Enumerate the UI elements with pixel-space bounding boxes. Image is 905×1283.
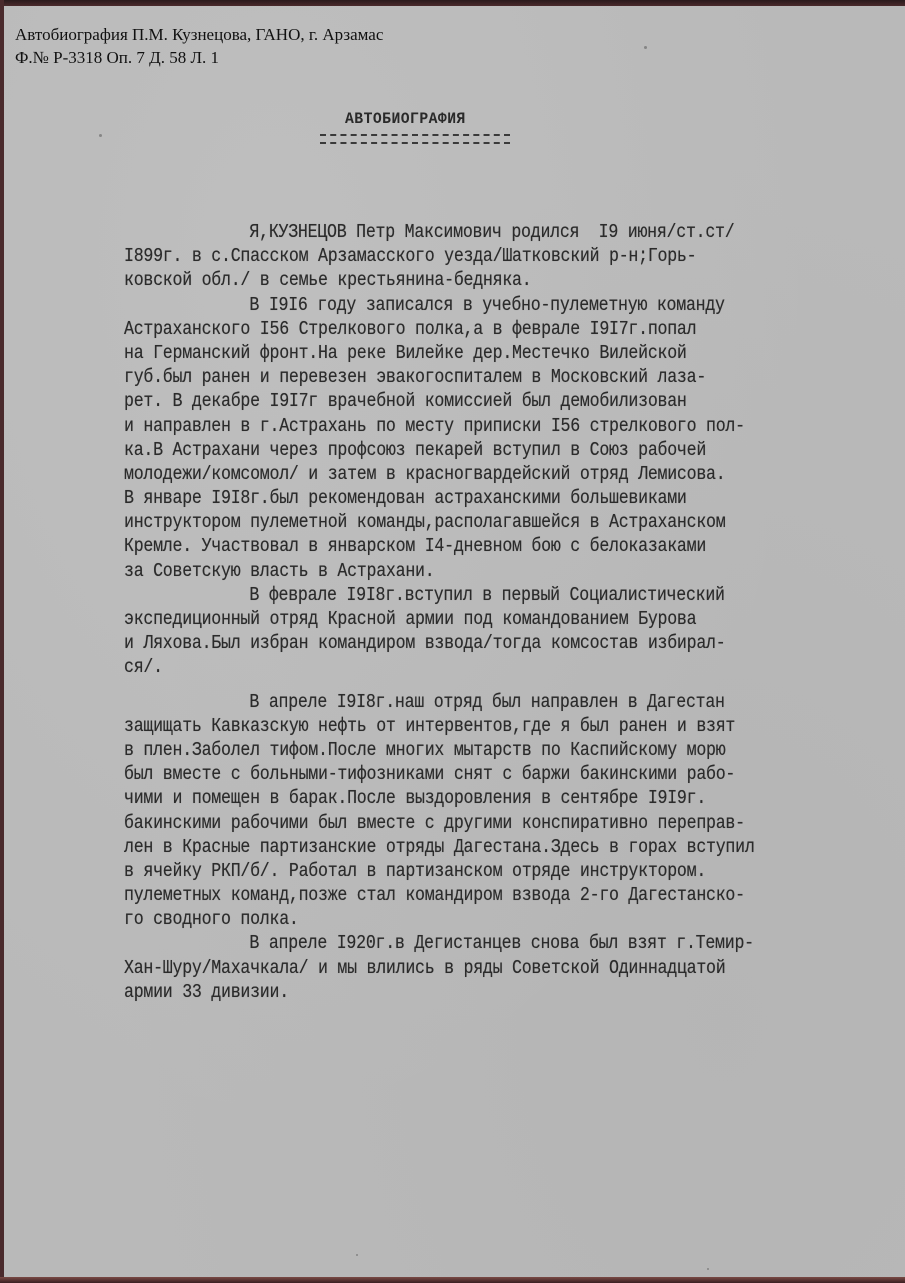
text-line: защищать Кавказскую нефть от интервентов,где я был ранен и взят: [124, 714, 736, 737]
paper-speck: [644, 46, 647, 49]
text-line: молодежи/комсомол/ и затем в красногвардейский отряд Лемисова.: [124, 462, 726, 485]
text-line: и Ляхова.Был избран командиром взвода/тогда комсостав избирал-: [124, 632, 726, 655]
text-line: В апреле I9I8г.наш отряд был направлен в Дагестан: [249, 690, 725, 713]
text-line: В феврале I9I8г.вступил в первый Социалистический: [249, 583, 725, 606]
text-line: Я,КУЗНЕЦОВ Петр Максимович родился I9 июня/ст.ст/: [249, 221, 735, 243]
text-line: ковской обл./ в семье крестьянина-бедняка.: [124, 269, 532, 292]
text-line: на Германский фронт.На реке Вилейке дер.Местечко Вилейской: [124, 341, 687, 364]
text-line: пулеметных команд,позже стал командиром взвода 2-го Дагестанско-: [124, 884, 745, 907]
text-line: экспедиционный отряд Красной армии под командованием Бурова: [124, 608, 697, 630]
text-line: го сводного полка.: [124, 908, 299, 931]
text-line: ся/.: [124, 656, 163, 679]
text-line: губ.был ранен и перевезен эвакогоспиталем в Московский лаза-: [124, 366, 707, 389]
text-line: рет. В декабре I9I7г врачебной комиссией был демобилизован: [124, 390, 687, 413]
text-line: инструктором пулеметной команды,располагавшейся в Астраханском: [124, 511, 726, 534]
archive-reference-title: Автобиография П.М. Кузнецова, ГАНО, г. Арзамас: [15, 25, 384, 44]
text-line: бакинскими рабочими был вместе с другими конспиративно переправ-: [124, 811, 745, 834]
document-page: [4, 6, 905, 1277]
text-line: Астраханского I56 Стрелкового полка,а в феврале I9I7г.попал: [124, 317, 697, 340]
text-line: Хан-Шуру/Махачкала/ и мы влились в ряды Советской Одиннадцатой: [124, 956, 726, 979]
text-line: В I9I6 году записался в учебно-пулеметную команду: [249, 293, 725, 316]
document-title: АВТОБИОГРАФИЯ: [345, 110, 466, 128]
title-underline: [320, 134, 510, 144]
scan-frame-bottom: [0, 1277, 905, 1283]
text-line: ка.В Астрахани через профсоюз пекарей вступил в Союз рабочей: [124, 438, 707, 461]
text-line: и направлен в г.Астрахань по месту приписки I56 стрелкового пол-: [124, 414, 745, 437]
paper-speck: [707, 1268, 709, 1270]
paper-speck: [356, 1254, 358, 1256]
text-line: за Советскую власть в Астрахани.: [124, 559, 435, 582]
archive-reference-fond: Ф.№ Р-3318 Оп. 7 Д. 58 Л. 1: [15, 48, 220, 67]
text-line: лен в Красные партизанские отряды Дагестана.Здесь в горах вступил: [124, 835, 755, 858]
text-line: чими и помещен в барак.После выздоровления в сентябре I9I9г.: [124, 787, 707, 810]
text-line: I899г. в с.Спасском Арзамасского уезда/Шатковский р-н;Горь-: [124, 245, 697, 268]
archive-reference: [15, 23, 383, 69]
text-line: был вместе с больными-тифозниками снят с баржи бакинскими рабо-: [124, 763, 736, 786]
text-line: армии 33 дивизии.: [124, 980, 289, 1003]
paper-speck: [99, 134, 102, 137]
text-line: в плен.Заболел тифом.После многих мытарств по Каспийскому морю: [124, 738, 726, 761]
text-line: Кремле. Участвовал в январском I4-дневном бою с белоказаками: [124, 535, 707, 558]
text-line: В январе I9I8г.был рекомендован астраханскими большевиками: [124, 487, 687, 510]
text-line: в ячейку РКП/б/. Работал в партизанском отряде инструктором.: [124, 859, 707, 882]
text-line: В апреле I920г.в Дегистанцев снова был взят г.Темир-: [249, 932, 754, 955]
document-body: [124, 220, 807, 1004]
